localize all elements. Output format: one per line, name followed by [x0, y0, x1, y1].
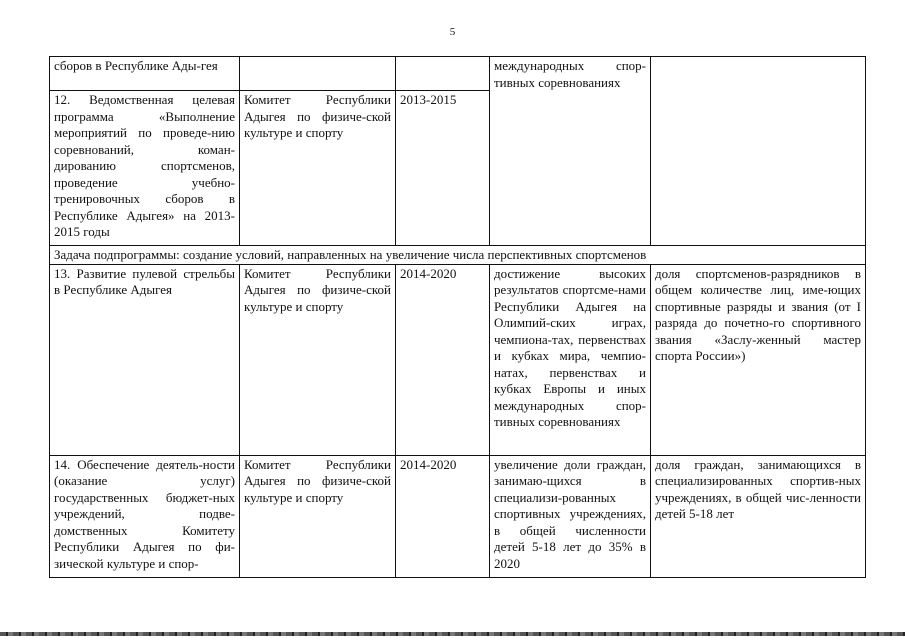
cell-period: 2014-2020 [396, 455, 490, 577]
cell-result: достижение высоких результатов спортсме-нами Республики Адыгея на Олимпий-ских играх, чемпиона-тах, первенствах и кубках мира, чемпио-натах, первенствах и кубках Европы и иных международных спор-тивных соревнованиях [490, 264, 651, 455]
cell-indicator: доля граждан, занимающихся в специализированных спортив-ных учреждениях, в общей чис-ленности детей 5-18 лет [651, 455, 866, 577]
subprogram-task: Задача подпрограммы: создание условий, направленных на увеличение числа перспективных спортсменов [50, 246, 866, 265]
cell-indicator [651, 57, 866, 246]
cell-result: международных спор-тивных соревнованиях [490, 57, 651, 246]
cell-indicator: доля спортсменов-разрядников в общем количестве лиц, име-ющих спортивные разряды и звания (от I разряда до почетно-го спортивного звания «Заслу-женный мастер спорта России») [651, 264, 866, 455]
page-number: 5 [449, 26, 456, 38]
program-table [49, 56, 866, 578]
table-row-task [50, 246, 866, 265]
table-row-14 [50, 455, 866, 577]
table-row-continuation [50, 57, 866, 91]
cell-period: 2013-2015 [396, 91, 490, 246]
cell-executor: Комитет Республики Адыгея по физиче-ской культуре и спорту [240, 455, 396, 577]
cell-event-name: сборов в Республике Ады-гея [50, 57, 240, 91]
table-row-13 [50, 264, 866, 455]
cell-period [396, 57, 490, 91]
cell-result: увеличение доли граждан, занимаю-щихся в специализи-рованных спортивных учреждениях, в общей численности детей 5-18 лет до 35% в 2020 [490, 455, 651, 577]
cell-event-name: 12. Ведомственная целевая программа «Выполнение мероприятий по проведе-нию соревнований, коман-дированию спортсменов, проведение учебно-тренировочных сборов в Республике Адыгея» на 2013-2015 годы [50, 91, 240, 246]
cell-executor: Комитет Республики Адыгея по физиче-ской культуре и спорту [240, 91, 396, 246]
cell-executor: Комитет Республики Адыгея по физиче-ской культуре и спорту [240, 264, 396, 455]
cell-executor [240, 57, 396, 91]
cell-period: 2014-2020 [396, 264, 490, 455]
cell-event-name: 13. Развитие пулевой стрельбы в Республике Адыгея [50, 264, 240, 455]
cell-event-name: 14. Обеспечение деятель-ности (оказание услуг) государственных бюджет-ных учреждений, подве-домственных Комитету Республики Адыгея по фи-зической культуре и спор- [50, 455, 240, 577]
scan-edge [0, 632, 905, 636]
